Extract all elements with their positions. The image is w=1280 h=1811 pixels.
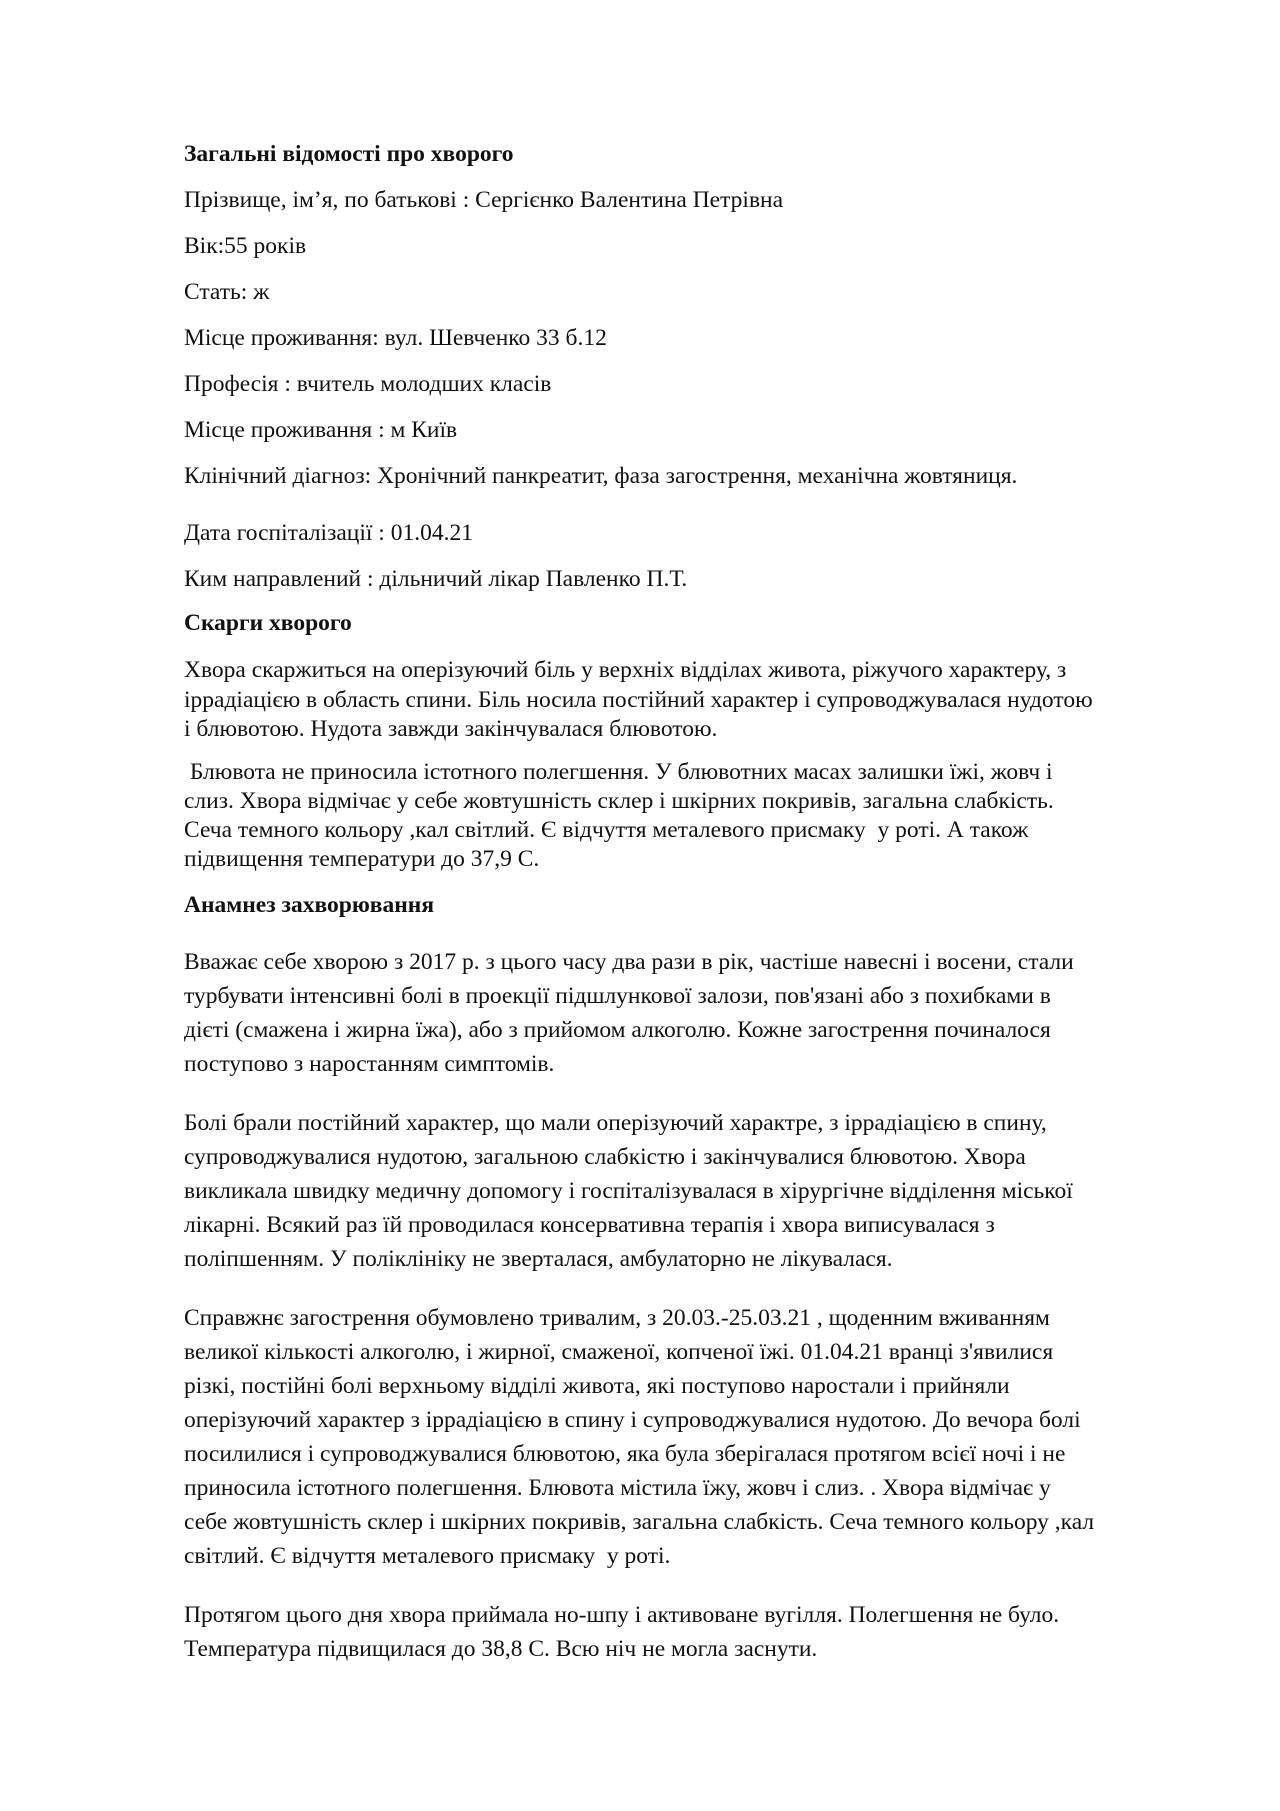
- anamnesis-p3-line: великої кількості алкоголю, і жирної, смаженої, копченої їжі. 01.04.21 вранці з'явилися: [184, 1339, 1054, 1365]
- complaints-p2-line: Блювота не приносила істотного полегшення. У блювотних масах залишки їжі, жовч і: [184, 759, 1053, 785]
- patient-address: Місце проживання: вул. Шевченко 33 б.12: [184, 325, 607, 351]
- referred-by: Ким направлений : дільничий лікар Павленко П.Т.: [184, 566, 688, 592]
- anamnesis-p1-line: турбувати інтенсивні болі в проекції підшлункової залози, пов'язані або з похибками в: [184, 983, 1051, 1009]
- anamnesis-p2-line: лікарні. Всякий раз їй проводилася консервативна терапія і хвора виписувалася з: [184, 1212, 995, 1238]
- patient-name: Прізвище, ім’я, по батькові : Сергієнко Валентина Петрівна: [184, 187, 784, 213]
- anamnesis-p1-line: дієті (смажена і жирна їжа), або з прийомом алкоголю. Кожне загострення починалося: [184, 1017, 1051, 1043]
- anamnesis-p3-line: Справжнє загострення обумовлено тривалим, з 20.03.-25.03.21 , щоденним вживанням: [184, 1305, 1050, 1331]
- section-heading-complaints: Скарги хворого: [184, 610, 352, 636]
- anamnesis-p3-line: різкі, постійні болі верхньому відділі живота, які поступово наростали і прийняли: [184, 1373, 1010, 1399]
- clinical-diagnosis: Клінічний діагноз: Хронічний панкреатит, фаза загострення, механічна жовтяниця.: [184, 463, 1018, 489]
- anamnesis-p4-line: Протягом цього дня хвора приймала но-шпу і активоване вугілля. Полегшення не було.: [184, 1602, 1060, 1628]
- patient-age: Вік:55 років: [184, 233, 307, 259]
- anamnesis-p3-line: оперізуючий характер з іррадіацією в спину і супроводжувалися нудотою. До вечора болі: [184, 1407, 1081, 1433]
- patient-sex: Стать: ж: [184, 279, 270, 305]
- anamnesis-p3-line: посилилися і супроводжувалися блювотою, яка була зберігалася протягом всієї ночі і не: [184, 1441, 1066, 1467]
- anamnesis-p3-line: світлий. Є відчуття металевого присмаку у роті.: [184, 1543, 671, 1569]
- admission-date: Дата госпіталізації : 01.04.21: [184, 520, 473, 546]
- complaints-p2-line: підвищення температури до 37,9 С.: [184, 846, 540, 872]
- complaints-p1-line: і блювотою. Нудота завжди закінчувалася блювотою.: [184, 716, 718, 742]
- anamnesis-p2-line: супроводжувалися нудотою, загальною слабкістю і закінчувалися блювотою. Хвора: [184, 1144, 1026, 1170]
- anamnesis-p1-line: поступово з наростанням симптомів.: [184, 1051, 555, 1077]
- complaints-p2-line: Сеча темного кольору ,кал світлий. Є відчуття металевого присмаку у роті. А також: [184, 817, 1029, 843]
- anamnesis-p2-line: поліпшенням. У поліклініку не зверталася, амбулаторно не лікувалася.: [184, 1246, 893, 1272]
- anamnesis-p4-line: Температура підвищилася до 38,8 С. Всю ніч не могла заснути.: [184, 1636, 818, 1662]
- complaints-p1-line: Хвора скаржиться на оперізуючий біль у верхніх відділах живота, ріжучого характеру, з: [184, 657, 1067, 683]
- anamnesis-p2-line: Болі брали постійний характер, що мали оперізуючий характре, з іррадіацією в спину,: [184, 1110, 1047, 1136]
- section-heading-anamnesis: Анамнез захворювання: [184, 892, 435, 918]
- complaints-p2-line: слиз. Хвора відмічає у себе жовтушність склер і шкірних покривів, загальна слабкість.: [184, 788, 1054, 814]
- section-heading-general: Загальні відомості про хворого: [184, 141, 514, 167]
- anamnesis-p2-line: викликала швидку медичну допомогу і госпіталізувалася в хірургічне відділення міської: [184, 1178, 1073, 1204]
- anamnesis-p3-line: себе жовтушність склер і шкірних покривів, загальна слабкість. Сеча темного кольору ,кал: [184, 1509, 1095, 1535]
- complaints-p1-line: іррадіацією в область спини. Біль носила постійний характер і супроводжувалася нудотою: [184, 687, 1093, 713]
- patient-city: Місце проживання : м Київ: [184, 417, 458, 443]
- anamnesis-p3-line: приносила істотного полегшення. Блювота містила їжу, жовч і слиз. . Хвора відмічає у: [184, 1475, 1051, 1501]
- anamnesis-p1-line: Вважає себе хворою з 2017 р. з цього часу два рази в рік, частіше навесні і восени, стали: [184, 949, 1074, 975]
- patient-profession: Професія : вчитель молодших класів: [184, 371, 552, 397]
